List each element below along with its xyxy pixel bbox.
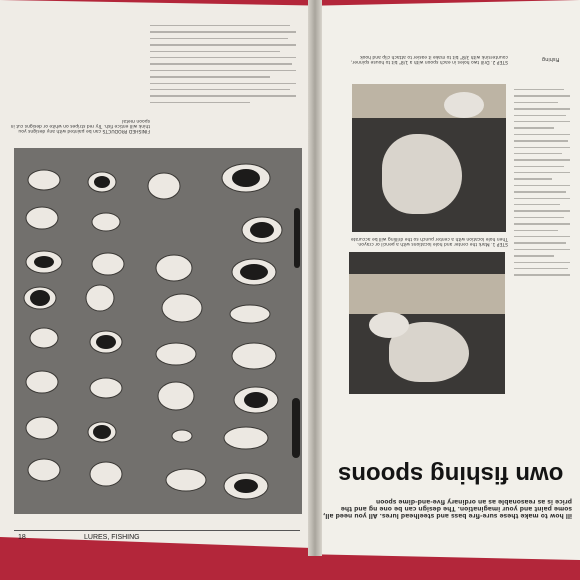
caption-step-1: STEP 1. Mark the center and hole locations with a pencil or crayon. Then hole location with a center punch so the drilling will be accurate (350, 236, 508, 246)
footer-rule (14, 530, 300, 531)
left-text-column (150, 20, 300, 108)
caption-step-2: STEP 2. Drill two holes in each spoon with a 1/8" bit to house spinner, countersink with 3/8" bit to make it easier to attach clip and hook (350, 54, 508, 64)
spoons-illustration (14, 148, 302, 514)
step-1-photo (349, 252, 505, 394)
book-spine (308, 0, 322, 556)
sidebar-label: Fishing (542, 56, 560, 62)
article-intro: ill how to make these sure-fire bass and steelhead lures. All you need all, some paint and your imagination. The design can be one ng and the price is as reasonable as an ordinary five-and-dime spoon (323, 498, 572, 519)
footer-page-number: 18 (18, 534, 26, 541)
footer-section: LURES, FISHING (84, 534, 140, 541)
article-heading: own fishing spoons (338, 461, 564, 488)
caption-finished-products: FINISHED PRODUCTS can be painted with any designs you think will entice fish. Try red stripes on white or designs cut in spoon metal (10, 118, 150, 133)
step-2-photo (352, 84, 506, 232)
spoon-photo (14, 148, 302, 514)
right-text-column (514, 84, 574, 281)
